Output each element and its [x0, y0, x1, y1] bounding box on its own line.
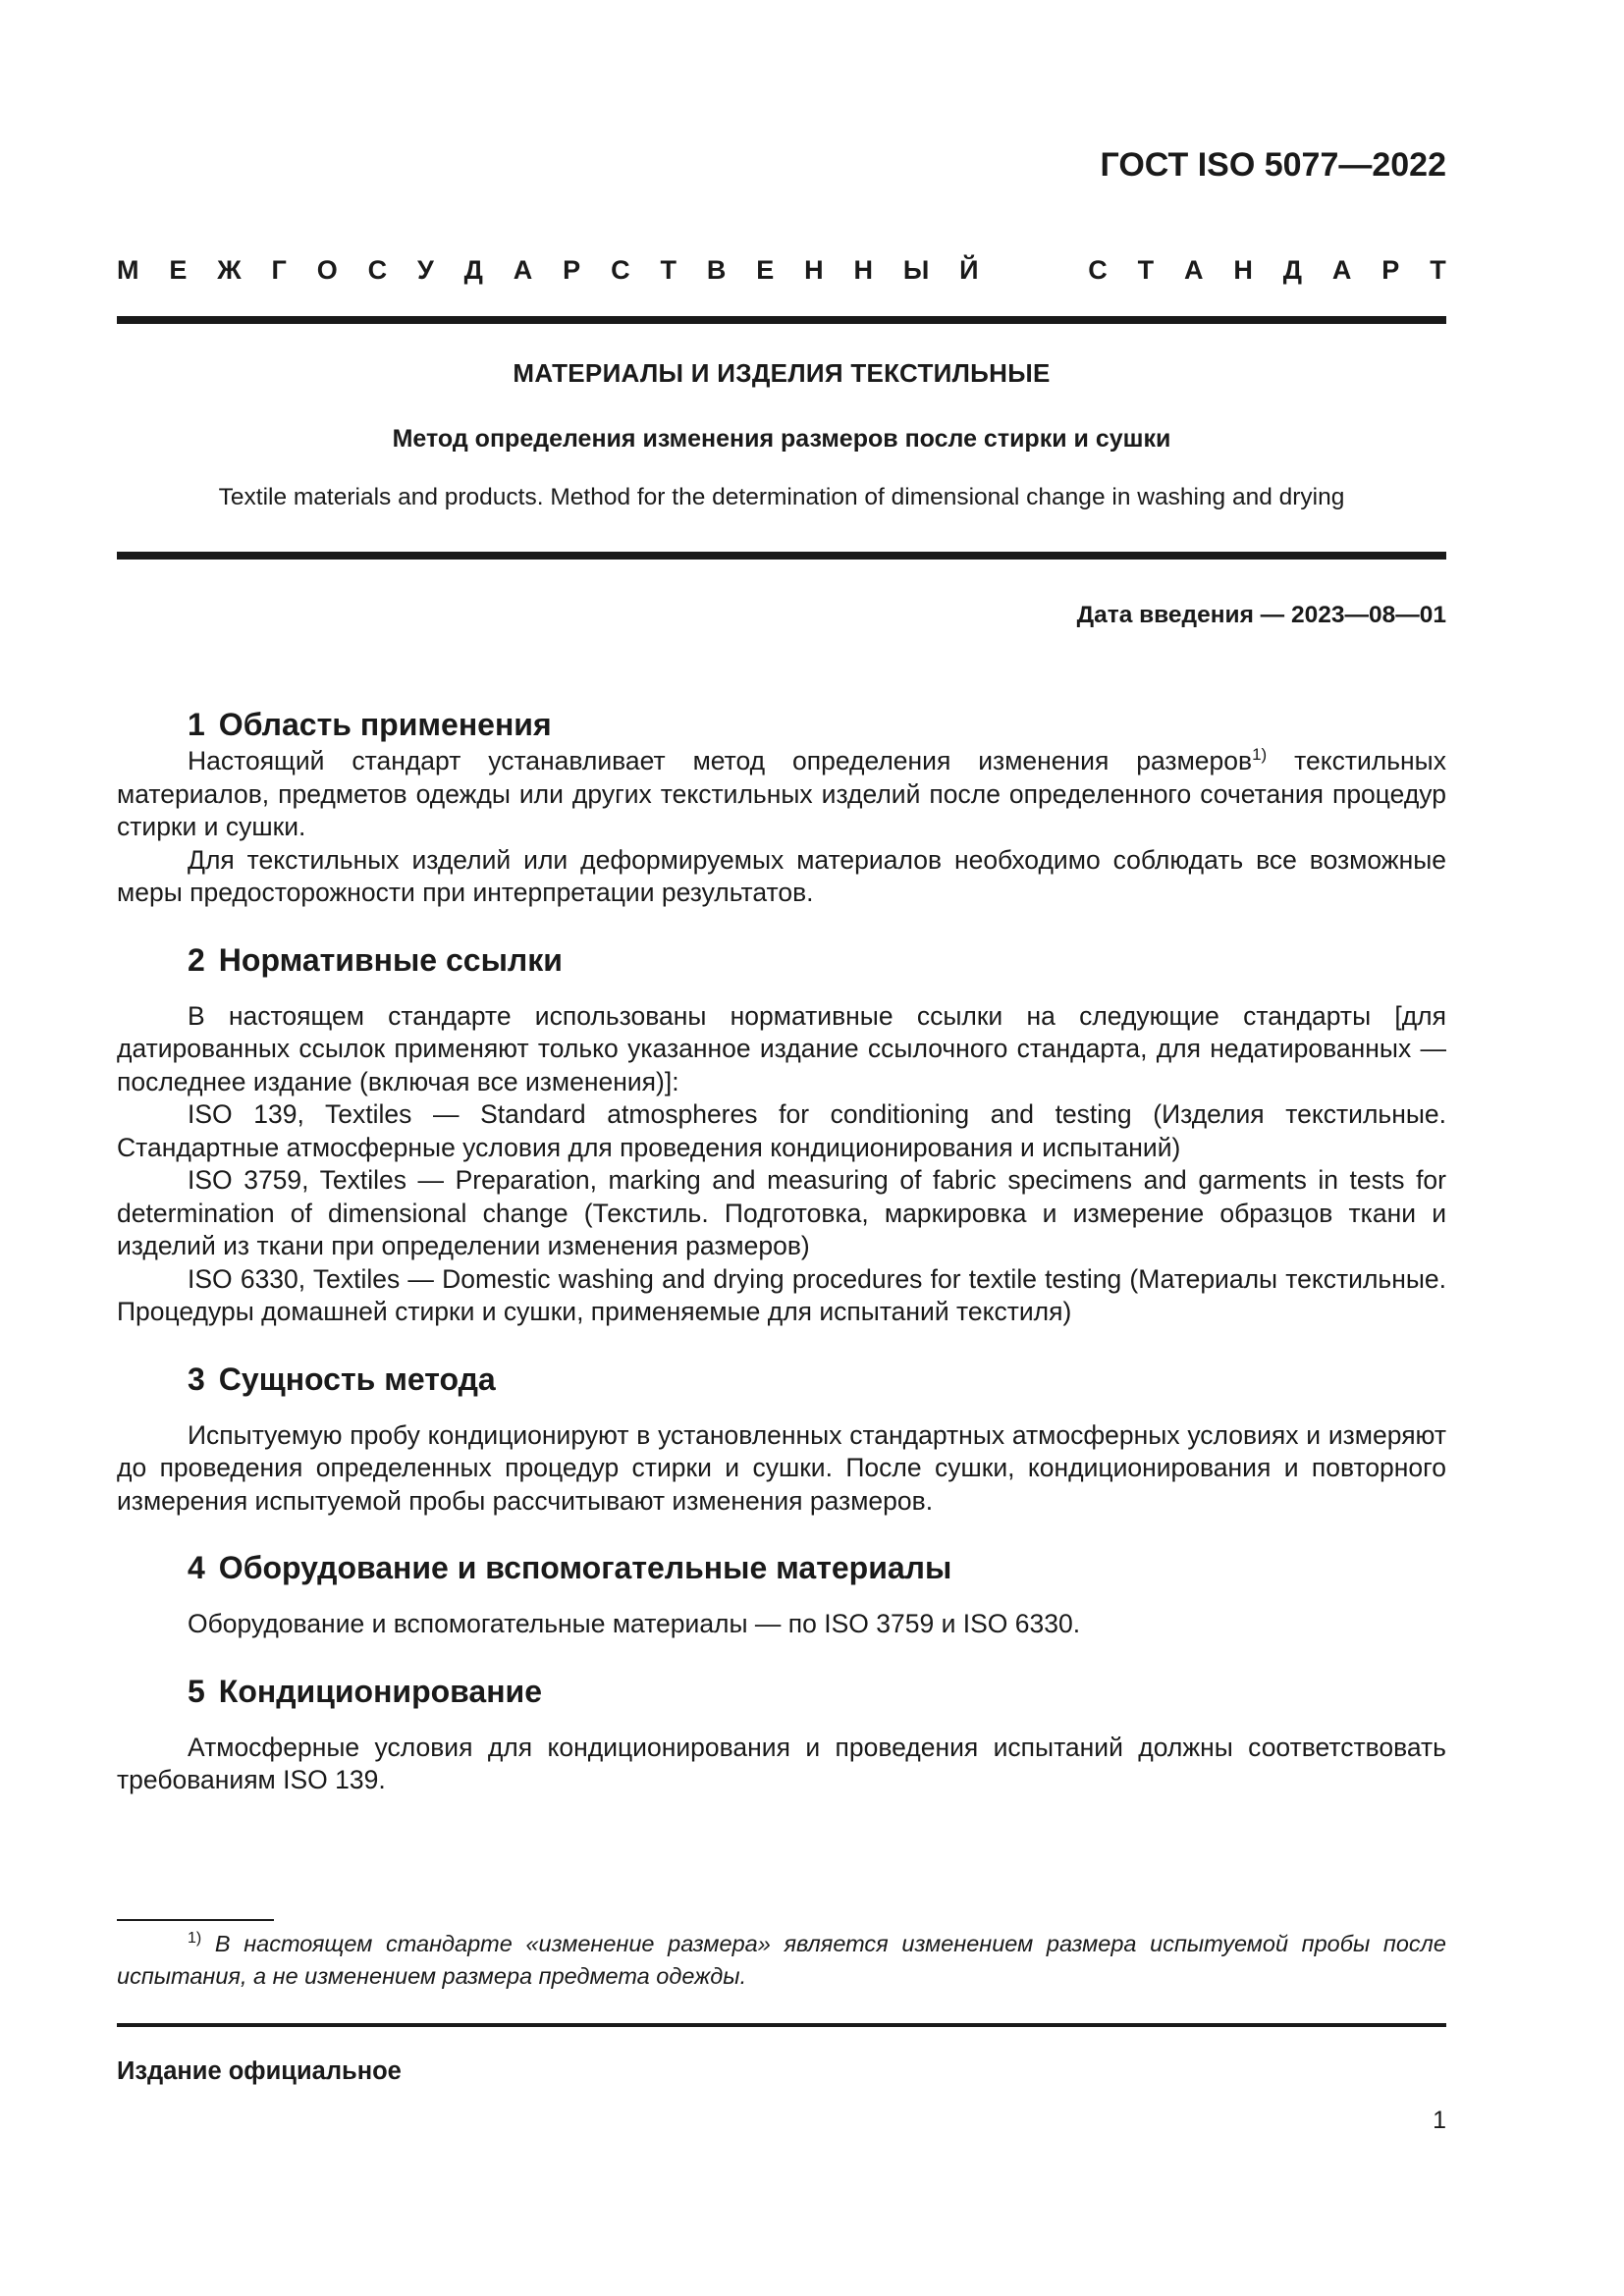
document-title-english: Textile materials and products. Method for the determination of dimensional change in washing and drying — [218, 484, 1345, 510]
section-scope — [117, 704, 1446, 910]
section-title: Область применения — [218, 707, 552, 742]
standard-type-heading — [117, 253, 1446, 287]
section-number: 2 — [188, 941, 205, 978]
word-gap — [1008, 253, 1057, 287]
standard-type-letter: Д — [463, 255, 483, 285]
standard-type-letter: Р — [563, 255, 581, 285]
footnote-text: В настоящем стандарте «изменение размера» является изменением размера испытуемой пробы после испытания, а не изменением размера предмета одежды. — [117, 1931, 1446, 1989]
section-heading — [117, 1671, 1446, 1712]
reference-item: ISO 6330, Textiles — Domestic washing and drying procedures for textile testing (Материалы текстильные. Процедуры домашней стирки и сушки, применяемые для испытаний текстиля) — [117, 1263, 1446, 1326]
footer-divider — [117, 2023, 1446, 2027]
document-code: ГОСТ ISO 5077—2022 — [1100, 146, 1446, 184]
reference-item: ISO 139, Textiles — Standard atmospheres for conditioning and testing (Изделия текстильные. Стандартные атмосферные условия для проведения кондиционирования и испытаний) — [117, 1099, 1446, 1162]
standard-type-letter: А — [1184, 255, 1204, 285]
section-number: 1 — [188, 707, 205, 742]
section-heading — [117, 1359, 1446, 1400]
paragraph: Для текстильных изделий или деформируемых материалов необходимо соблюдать все возможные меры предосторожности при интерпретации результатов. — [117, 844, 1446, 907]
standard-type-letter: А — [1331, 255, 1352, 285]
standard-type-letter: Й — [959, 255, 979, 285]
section-apparatus — [117, 1547, 1446, 1641]
standard-type-letter: В — [706, 255, 727, 285]
section-title: Нормативные ссылки — [218, 941, 563, 978]
document-body — [117, 704, 1446, 1797]
standard-type-letter: Н — [804, 255, 824, 285]
standard-type-letter: А — [513, 255, 533, 285]
standard-type-letter: Р — [1381, 255, 1400, 285]
standard-type-letter: М — [117, 255, 139, 285]
edition-label: Издание официальное — [117, 2057, 402, 2085]
standard-type-letter: Т — [660, 255, 677, 285]
standard-type-letter: О — [316, 255, 338, 285]
document-title: МАТЕРИАЛЫ И ИЗДЕЛИЯ ТЕКСТИЛЬНЫЕ — [513, 358, 1051, 388]
paragraph-text: текстильных материалов, предметов одежды или других текстильных изделий после определенного сочетания процедур стирки и сушки. — [117, 746, 1446, 841]
section-heading — [117, 1547, 1446, 1588]
footnote — [117, 1928, 1446, 1993]
page-number: 1 — [1433, 2107, 1446, 2134]
section-conditioning — [117, 1671, 1446, 1797]
section-title: Сущность метода — [218, 1361, 496, 1397]
footnote-reference[interactable]: 1) — [1252, 745, 1268, 764]
standard-type-letter: С — [367, 255, 388, 285]
paragraph — [117, 745, 1446, 844]
standard-type-letter: Е — [756, 255, 775, 285]
section-heading — [117, 939, 1446, 981]
header-divider — [117, 316, 1446, 324]
standard-type-letter: Е — [169, 255, 188, 285]
standard-type-letter: С — [611, 255, 630, 285]
reference-item: ISO 3759, Textiles — Preparation, marking and measuring of fabric specimens and garments in tests for determination of dimensional change (Текстиль. Подготовка, маркировка и измерение образцов ткани и изделий из ткани при определении изменения размеров) — [117, 1165, 1446, 1260]
section-number: 5 — [188, 1673, 205, 1709]
standard-type-letter: Ж — [217, 255, 242, 285]
standard-type-letter: Т — [1137, 255, 1155, 285]
title-divider — [117, 552, 1446, 560]
section-number: 4 — [188, 1550, 205, 1585]
standard-type-letter: Т — [1430, 255, 1446, 285]
section-heading — [117, 704, 1446, 745]
introduction-date: Дата введения — 2023—08—01 — [1076, 602, 1446, 628]
section-title: Кондиционирование — [218, 1673, 543, 1709]
standard-type-letter: Д — [1282, 255, 1303, 285]
standard-type-letter: У — [417, 255, 434, 285]
paragraph: Оборудование и вспомогательные материалы — по ISO 3759 и ISO 6330. — [188, 1609, 1081, 1638]
section-normative-references — [117, 939, 1446, 1329]
standard-type-letter: С — [1088, 255, 1108, 285]
paragraph: В настоящем стандарте использованы нормативные ссылки на следующие стандарты [для датированных ссылок применяют только указанное издание ссылочного стандарта, для недатированных — последнее издание (включая все изменения)]: — [117, 1000, 1446, 1096]
standard-type-letter: Н — [1233, 255, 1253, 285]
paragraph-text: Настоящий стандарт устанавливает метод определения изменения размеров — [188, 746, 1253, 775]
section-principle — [117, 1359, 1446, 1519]
paragraph: Атмосферные условия для кондиционирования и проведения испытаний должны соответствовать требованиям ISO 139. — [117, 1732, 1446, 1794]
standard-type-letter: Н — [853, 255, 873, 285]
document-subtitle: Метод определения изменения размеров после стирки и сушки — [392, 425, 1171, 453]
paragraph: Испытуемую пробу кондиционируют в установленных стандартных атмосферных условиях и измеряют до проведения определенных процедур стирки и сушки. После сушки, кондиционирования и повторного измерения испытуемой пробы рассчитывают изменения размеров. — [117, 1419, 1446, 1516]
section-number: 3 — [188, 1361, 205, 1397]
section-title: Оборудование и вспомогательные материалы — [218, 1550, 952, 1585]
footnote-mark: 1) — [188, 1930, 202, 1947]
standard-type-letter: Ы — [902, 255, 930, 285]
standard-type-letter: Г — [271, 255, 287, 285]
footnote-separator — [117, 1919, 274, 1921]
